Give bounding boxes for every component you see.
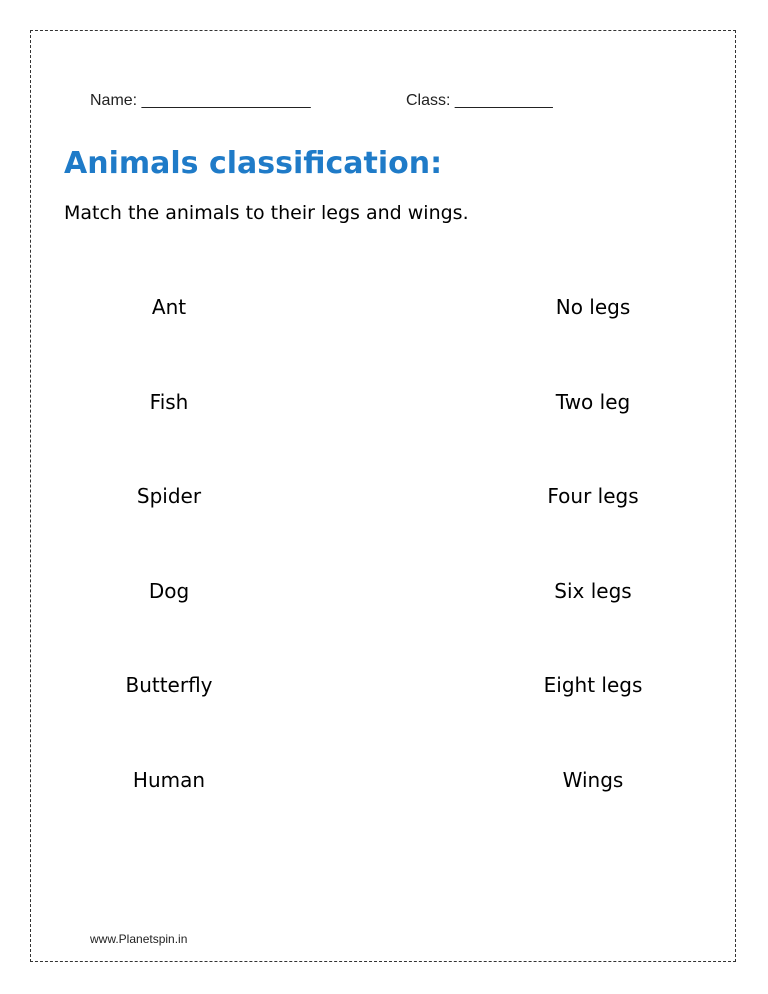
- option-item: Eight legs: [543, 673, 643, 697]
- option-item: Six legs: [554, 578, 632, 603]
- option-item: Four legs: [547, 484, 639, 508]
- footer-website: www.Planetspin.in: [90, 932, 188, 946]
- option-item: Wings: [562, 767, 624, 792]
- class-field: Class: ___________: [406, 92, 553, 109]
- animal-item: Butterfly: [125, 673, 213, 697]
- animal-item: Dog: [148, 578, 190, 603]
- animal-item: Spider: [136, 484, 202, 508]
- worksheet-title: Animals classification:: [64, 146, 443, 181]
- animal-item: Fish: [149, 389, 189, 414]
- name-field: Name: ___________________: [90, 92, 311, 109]
- option-item: Two leg: [555, 389, 631, 414]
- animal-item: Ant: [151, 295, 187, 319]
- option-item: No legs: [555, 295, 631, 319]
- options-column: [473, 290, 713, 857]
- worksheet-instructions: Match the animals to their legs and wings.: [64, 202, 469, 224]
- animal-item: Human: [132, 767, 206, 792]
- animals-column: [49, 290, 289, 857]
